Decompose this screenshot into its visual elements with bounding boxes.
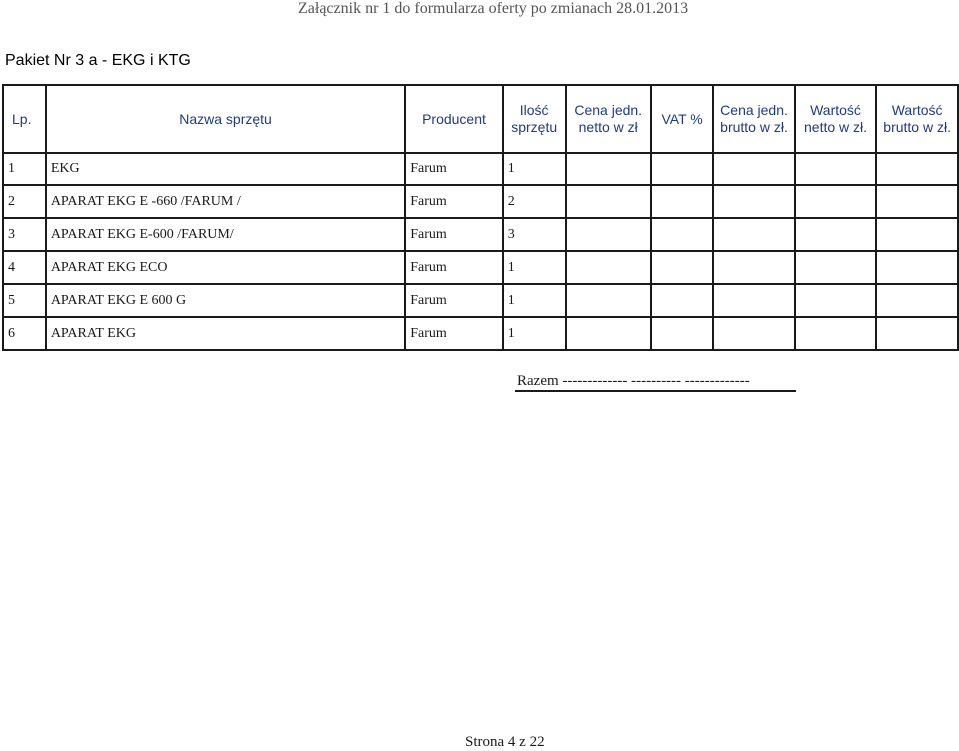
cell-name: APARAT EKG E -660 /FARUM / [46,185,405,218]
cell-producer: Farum [405,284,503,317]
summary-dash-value-gross: ------------- [684,373,750,389]
cell-unit-price-gross [713,284,794,317]
table-row [3,218,958,251]
page-number: Strona 4 z 22 [465,734,545,750]
cell-value-net [795,284,877,317]
cell-lp: 6 [3,317,46,350]
cell-name: APARAT EKG ECO [46,251,405,284]
cell-producer: Farum [405,251,503,284]
cell-quantity: 1 [503,284,566,317]
cell-producer: Farum [405,218,503,251]
column-header-value-net: Wartość netto w zł. [795,85,877,153]
cell-value-gross [876,185,958,218]
cell-value-net [795,185,877,218]
cell-producer: Farum [405,153,503,185]
table-row [3,185,958,218]
cell-value-gross [876,251,958,284]
cell-name: EKG [46,153,405,185]
summary-dash-unit-price-gross: ------------- [562,373,628,389]
column-header-name: Nazwa sprzętu [46,85,405,153]
column-header-lp: Lp. [3,85,46,153]
column-header-producer: Producent [405,85,503,153]
cell-quantity: 2 [503,185,566,218]
table-row [3,284,958,317]
table-row [3,251,958,284]
cell-vat [651,251,714,284]
column-header-unit-price-gross: Cena jedn. brutto w zł. [713,85,794,153]
column-header-vat: VAT % [651,85,714,153]
cell-lp: 2 [3,185,46,218]
cell-unit-price-net [566,284,651,317]
cell-lp: 1 [3,153,46,185]
cell-producer: Farum [405,185,503,218]
cell-vat [651,218,714,251]
cell-value-gross [876,284,958,317]
summary-row [517,373,750,390]
cell-quantity: 1 [503,317,566,350]
cell-value-net [795,153,877,185]
cell-quantity: 1 [503,251,566,284]
cell-unit-price-net [566,185,651,218]
cell-unit-price-net [566,218,651,251]
cell-producer: Farum [405,317,503,350]
cell-quantity: 1 [503,153,566,185]
table-header-row [3,85,958,153]
cell-value-net [795,251,877,284]
table-row [3,153,958,185]
cell-unit-price-net [566,251,651,284]
column-header-value-gross: Wartość brutto w zł. [876,85,958,153]
summary-dash-value-net: ---------- [631,373,682,389]
document-header-title: Załącznik nr 1 do formularza oferty po zmianach 28.01.2013 [298,0,689,17]
cell-vat [651,317,714,350]
cell-unit-price-gross [713,185,794,218]
summary-label: Razem [517,373,559,389]
cell-unit-price-net [566,153,651,185]
cell-vat [651,185,714,218]
cell-value-net [795,317,877,350]
cell-lp: 4 [3,251,46,284]
cell-vat [651,284,714,317]
cell-name: APARAT EKG E 600 G [46,284,405,317]
cell-name: APARAT EKG E-600 /FARUM/ [46,218,405,251]
cell-quantity: 3 [503,218,566,251]
package-title: Pakiet Nr 3 a - EKG i KTG [5,52,191,69]
cell-value-gross [876,218,958,251]
column-header-unit-price-net: Cena jedn. netto w zł [566,85,651,153]
table-row [3,317,958,350]
cell-lp: 5 [3,284,46,317]
cell-vat [651,153,714,185]
equipment-table [2,84,959,351]
summary-underline [515,390,796,392]
cell-unit-price-net [566,317,651,350]
cell-value-gross [876,153,958,185]
cell-unit-price-gross [713,251,794,284]
cell-name: APARAT EKG [46,317,405,350]
cell-value-net [795,218,877,251]
cell-value-gross [876,317,958,350]
cell-unit-price-gross [713,153,794,185]
column-header-quantity: Ilość sprzętu [503,85,566,153]
cell-unit-price-gross [713,218,794,251]
cell-lp: 3 [3,218,46,251]
cell-unit-price-gross [713,317,794,350]
